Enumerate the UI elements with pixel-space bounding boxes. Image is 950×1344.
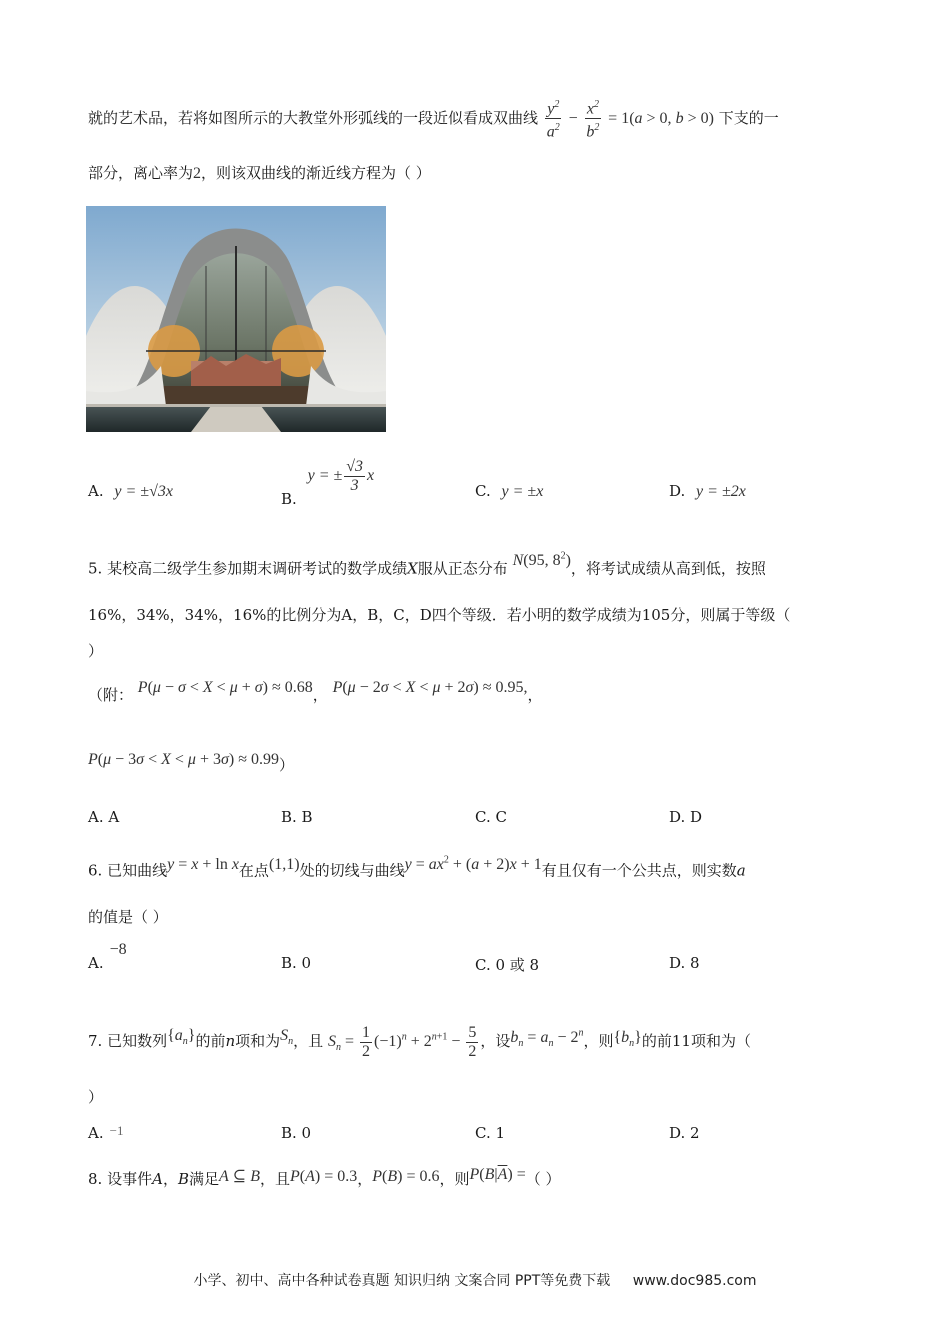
option-label: B. bbox=[281, 490, 297, 509]
q5-line-2: 16%，34%，34%，16%的比例分为A，B，C，D四个等级．若小明的数学成绩为105分，则属于等级（ bbox=[88, 606, 791, 624]
note-suffix: ） bbox=[278, 756, 294, 774]
option-label: A. bbox=[88, 954, 104, 972]
q4-text-2: 下支的一 bbox=[718, 108, 779, 127]
q4-options bbox=[88, 458, 888, 510]
q6-option-b[interactable]: B. 0 bbox=[281, 954, 312, 972]
q6-text-4: 有且仅有一个公共点，则实数 bbox=[541, 861, 737, 880]
option-math: y = ±√3x bbox=[114, 483, 173, 500]
q8-text-1: 8. 设事件 bbox=[88, 1170, 153, 1188]
option-math: y = ±x bbox=[501, 483, 544, 500]
cathedral-illustration bbox=[86, 206, 386, 432]
q5-option-d[interactable]: D. D bbox=[669, 808, 703, 826]
option-math: y = ±2x bbox=[696, 483, 746, 500]
q7-option-c[interactable]: C. 1 bbox=[475, 1124, 506, 1142]
q6-line-1 bbox=[88, 856, 746, 882]
seq-b: $\{b_n\}$ bbox=[613, 1029, 642, 1050]
q5-text-1: 5. 某校高二级学生参加期末调研考试的数学成绩 bbox=[88, 559, 408, 578]
sn-formula: $S_n$ = $\frac{1}{2}$ $(-1)^n + 2^{n+1}$ − $\frac{5}{2}$ bbox=[327, 1024, 477, 1060]
q8-text-4: ， bbox=[357, 1170, 373, 1188]
var-n: n bbox=[225, 1032, 236, 1051]
q4-text-1: 就的艺术品，若将如图所示的大教堂外形弧线的一段近似看成双曲线 bbox=[88, 108, 539, 127]
event-b: B bbox=[177, 1170, 189, 1188]
answer-blank: （ ） bbox=[525, 1170, 561, 1188]
q8-text-2: 满足 bbox=[188, 1170, 219, 1188]
q7-line-2: ） bbox=[88, 1088, 104, 1106]
q5-text-2: 服从正态分布 bbox=[417, 559, 508, 578]
page-footer bbox=[0, 1270, 950, 1290]
q6-option-c[interactable]: C. 0 或 8 bbox=[475, 956, 540, 974]
q7-option-b[interactable]: B. 0 bbox=[281, 1124, 312, 1142]
q5-text-3: ，将考试成绩从高到低，按照 bbox=[570, 559, 766, 578]
note-p3: P(μ − 3σ < X < μ + 3σ) ≈ 0.99 bbox=[88, 751, 279, 768]
subset-relation: A ⊆ B bbox=[219, 1168, 260, 1185]
note-prefix: （附： bbox=[88, 686, 134, 704]
q4-line-2 bbox=[88, 162, 431, 185]
q5-option-c[interactable]: C. C bbox=[475, 808, 507, 826]
q7-text-2: 的前 bbox=[195, 1032, 226, 1051]
q5-note-line-2 bbox=[88, 751, 294, 777]
q4-line-1: 就的艺术品，若将如图所示的大教堂外形弧线的一段近似看成双曲线 $\frac{y^2}{a^2}$ − $\frac{x^2}{b^2}$ = 1(a > 0, b > 0) 下支的一 bbox=[88, 96, 779, 142]
cathedral-photo bbox=[86, 206, 386, 432]
q5-line-3: ） bbox=[88, 642, 104, 660]
q8-text-5: ，则 bbox=[439, 1170, 470, 1188]
q6-line-2: 的值是（ ） bbox=[88, 908, 168, 926]
note-sep: ， bbox=[527, 686, 543, 704]
q6-options bbox=[88, 941, 888, 978]
q7-option-d[interactable]: D. 2 bbox=[669, 1124, 700, 1142]
q7-text-4: ，且 bbox=[293, 1032, 324, 1051]
q8-line-1 bbox=[88, 1168, 561, 1191]
prob-b: P(B) = 0.6 bbox=[372, 1168, 440, 1185]
eccentricity-value: 2 bbox=[193, 165, 202, 182]
var-a: a bbox=[736, 861, 746, 880]
option-label: A. bbox=[88, 1124, 104, 1142]
q7-text-6: ，则 bbox=[583, 1032, 614, 1051]
q5-option-a[interactable]: A. A bbox=[88, 808, 120, 826]
q7-text-1: 7. 已知数列 bbox=[88, 1032, 168, 1051]
hyperbola-term-y: $\frac{y^2}{a^2}$ bbox=[545, 96, 562, 142]
q6-option-a[interactable] bbox=[88, 941, 127, 973]
q7-options bbox=[88, 1124, 888, 1148]
q4-option-a[interactable] bbox=[88, 482, 173, 501]
hyperbola-condition: = 1(a > 0, b > 0) bbox=[608, 109, 714, 127]
q4-option-c[interactable] bbox=[475, 482, 543, 501]
option-math: −1 bbox=[109, 1123, 124, 1138]
note-p2: P(μ − 2σ < X < μ + 2σ) ≈ 0.95, bbox=[332, 679, 528, 696]
q6-text-2: 在点 bbox=[238, 861, 269, 880]
q6-option-d[interactable]: D. 8 bbox=[669, 954, 700, 972]
sum-sn: $S_n$ bbox=[280, 1027, 294, 1048]
q4-text-3: 部分，离心率为 bbox=[88, 164, 194, 182]
tangent-point: (1,1) bbox=[268, 856, 300, 874]
footer-url[interactable]: www.doc985.com bbox=[632, 1273, 757, 1289]
option-label: D. bbox=[669, 482, 686, 500]
var-x: X bbox=[407, 559, 418, 578]
normal-distribution: N(95, $8^2$) bbox=[512, 551, 571, 570]
q7-text-3: 项和为 bbox=[235, 1032, 281, 1051]
q5-option-b[interactable]: B. B bbox=[281, 808, 313, 826]
curve-2: $y = ax^2 + (a + 2)x + 1$ bbox=[404, 855, 542, 874]
q5-note-line bbox=[88, 679, 543, 707]
q8-comma: ， bbox=[162, 1170, 178, 1188]
option-math: y = ± $\frac{√3}{3}$ x bbox=[307, 458, 375, 494]
curve-1: y = x + ln x bbox=[167, 856, 239, 874]
q4-text-4: ，则该双曲线的渐近线方程为（ ） bbox=[201, 164, 431, 182]
footer-text: 小学、初中、高中各种试卷真题 知识归纳 文案合同 PPT等免费下载 bbox=[193, 1273, 611, 1289]
event-a: A bbox=[152, 1170, 163, 1188]
option-label: A. bbox=[88, 482, 104, 500]
q7-text-5: ，设 bbox=[480, 1032, 511, 1051]
q8-text-3: ，且 bbox=[259, 1170, 290, 1188]
note-sep: ， bbox=[312, 686, 328, 704]
prob-a: P(A) = 0.3 bbox=[289, 1168, 358, 1185]
q6-text-3: 处的切线与曲线 bbox=[299, 861, 405, 880]
note-p1: P(μ − σ < X < μ + σ) ≈ 0.68 bbox=[137, 679, 313, 696]
q4-option-d[interactable] bbox=[669, 482, 746, 501]
q7-option-a[interactable] bbox=[88, 1124, 123, 1142]
conditional-prob: $P(B|\overline{A})$ = bbox=[469, 1166, 526, 1183]
option-label: C. bbox=[475, 482, 491, 500]
bn-def: $b_n = a_n - 2^n$ bbox=[510, 1027, 584, 1050]
q4-option-b[interactable] bbox=[281, 458, 375, 509]
option-math: −8 bbox=[109, 941, 127, 958]
q7-line-1 bbox=[88, 1024, 751, 1061]
hyperbola-term-x: $\frac{x^2}{b^2}$ bbox=[584, 96, 601, 142]
q5-options bbox=[88, 808, 888, 832]
seq-a: $\{a_n\}$ bbox=[167, 1027, 196, 1048]
q6-text-1: 6. 已知曲线 bbox=[88, 861, 168, 880]
q7-text-7: 的前11项和为（ bbox=[641, 1032, 751, 1051]
q5-line-1 bbox=[88, 551, 766, 580]
